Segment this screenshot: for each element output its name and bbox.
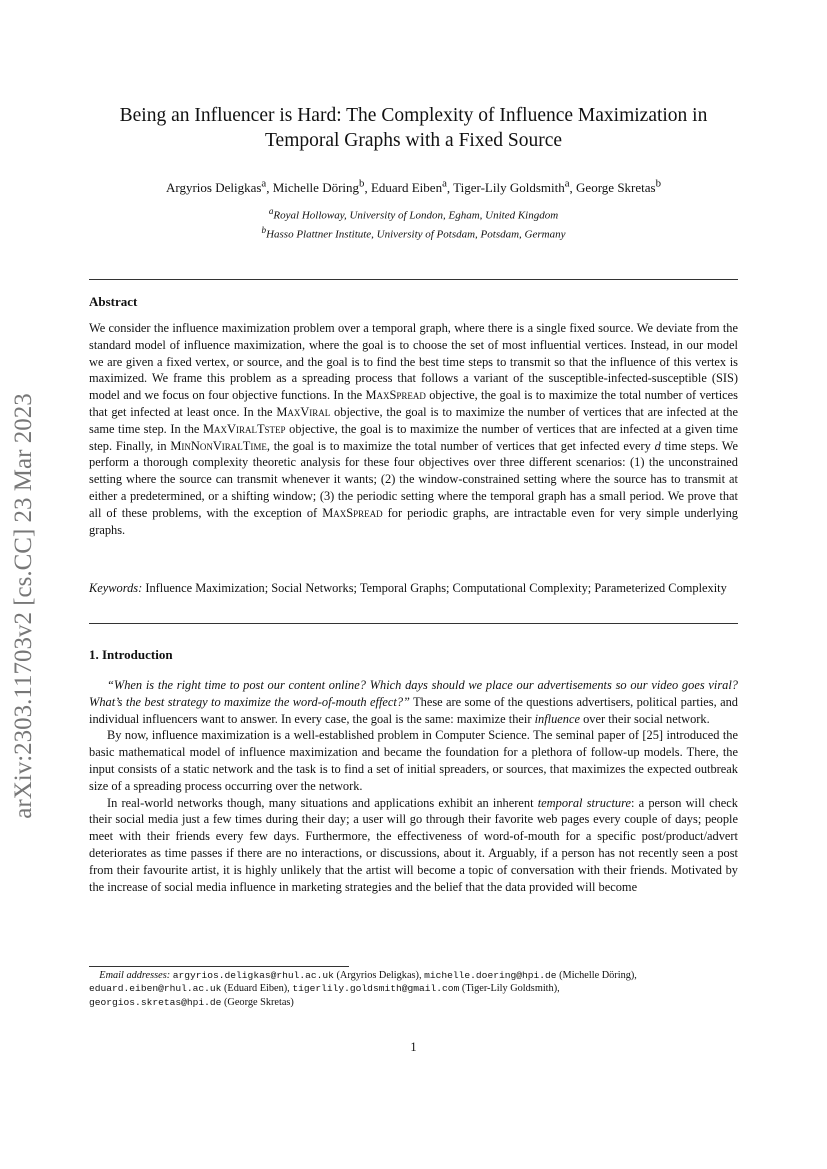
keywords-text: Influence Maximization; Social Networks; Temporal Graphs; Computational Complexity; Parameterized Complexity [145,581,727,595]
divider-top [89,279,738,280]
footnote-rule [89,966,349,967]
paper-title [80,103,747,153]
keywords [89,580,738,597]
email-link[interactable]: georgios.skretas@hpi.de [89,996,222,1008]
author: Eduard Eiben$^a$ [370,178,447,196]
email-link[interactable]: argyrios.deligkas@rhul.ac.uk [172,970,334,981]
paragraph: In real-world networks though, many situations and applications exhibit an inherent temporal structure: a person will check their social media just a few times during their day; a user will go through their favorite web pages every couple of days; people meet with their friends every few days. Furthermore, the effectiveness of word-of-mouth for a specific post/product/advert deteriorates as time passes if there are no interactions, or discussions, about it. Arguably, if a person has not recently seen a post from their favourite artist, it is highly unlikely that the artist will become a topic of conversation with their friends. Motivated by the increase of social media influence in marketing strategies and the belief that the data provided will become [89,795,738,894]
affiliation: $^a$Royal Holloway, University of London, Egham, United Kingdom [268,206,559,222]
footnote-emails: Email addresses: argyrios.deligkas@rhul.ac.uk (Argyrios Deligkas), michelle.doering@hpi.de (Michelle Döring), eduard.eiben@rhul.ac.uk (Eduard Eiben), tigerlily.goldsmith@gmail.com (Tiger-Lily Goldsmith), georgios.skretas@hpi.de (George Skretas) [89,970,637,1008]
email-link[interactable]: michelle.doering@hpi.de [424,970,557,981]
author: Tiger-Lily Goldsmith$^a$ [453,178,570,196]
divider-bottom [89,623,738,624]
paragraph: By now, influence maximization is a well-established problem in Computer Science. The seminal paper of [25] introduced the basic mathematical model of influence maximization and became the foundation for a plethora of follow-up models. There, the input consists of a static network and the task is to find a set of initial spreaders, or sources, that maximizes the expected outbreak size of a spreading process occurring over the network. [89,728,738,793]
page-number: 1 [410,1040,417,1054]
author: Michelle Döring$^b$ [272,178,365,196]
author: George Skretas$^b$ [576,178,662,196]
abstract-heading: Abstract [89,294,138,309]
keywords-label: Keywords: [89,581,143,595]
paragraph: “When is the right time to post our content online? Which days should we place our advertisements so our video goes viral? What’s the best strategy to maximize the word-of-mouth effect?” These are some of the questions advertisers, political parties, and individual influencers want to answer. In every case, the goal is the same: maximize their influence over their social network. [89,678,738,726]
email-link[interactable]: eduard.eiben@rhul.ac.uk [89,983,222,995]
title-line-2: Temporal Graphs with a Fixed Source [264,130,563,151]
author-list: Argyrios Deligkas$^a$, Michelle Döring$^b$, Eduard Eiben$^a$, Tiger-Lily Goldsmith$^a$, George Skretas$^b$ [165,178,662,196]
arxiv-stamp-text: arXiv:2303.11703v2 [cs.CC] 23 Mar 2023 [10,393,37,819]
affiliation: $^b$Hasso Plattner Institute, University of Potsdam, Potsdam, Germany [261,224,566,241]
footnote-label: Email addresses: [99,970,171,981]
introduction-body [89,677,738,895]
email-link[interactable]: tigerlily.goldsmith@gmail.com [292,983,460,995]
title-line-1: Being an Influencer is Hard: The Complexity of Influence Maximization in [119,105,708,126]
affiliations [80,204,747,241]
author: Argyrios Deligkas$^a$ [165,178,267,196]
abstract-text: We consider the influence maximization problem over a temporal graph, where there is a single fixed source. We deviate from the standard model of influence maximization, where the goal is to choose the set of most influential vertices. Instead, in our model we are given a fixed vertex, or source, and the goal is to find the best time steps to transmit so that the influence of this vertex is maximized. We frame this problem as a spreading process that follows a variant of the susceptible-infected-susceptible (SIS) model and we focus on four objective functions. In the MaxSpread objective, the goal is to maximize the total number of vertices that get infected at least once. In the MaxViral objective, the goal is to maximize the number of vertices that are infected at the same time step. In the MaxViralTstep objective, the goal is to maximize the number of vertices that are infected at a given time step. Finally, in MinNonViralTime, the goal is to maximize the total number of vertices that get infected every d time steps. We perform a thorough complexity theoretic analysis for these four objectives over three different scenarios: (1) the unconstrained setting where the source can transmit whenever it wants; (2) the window-constrained setting where the source has to transmit at either a predetermined, or a shifting window; (3) the periodic setting where the temporal graph has a small period. We prove that all of these problems, with the exception of MaxSpread for periodic graphs, are intractable even for very simple underlying graphs. [89,321,739,537]
section-heading-introduction: 1. Introduction [89,647,173,662]
